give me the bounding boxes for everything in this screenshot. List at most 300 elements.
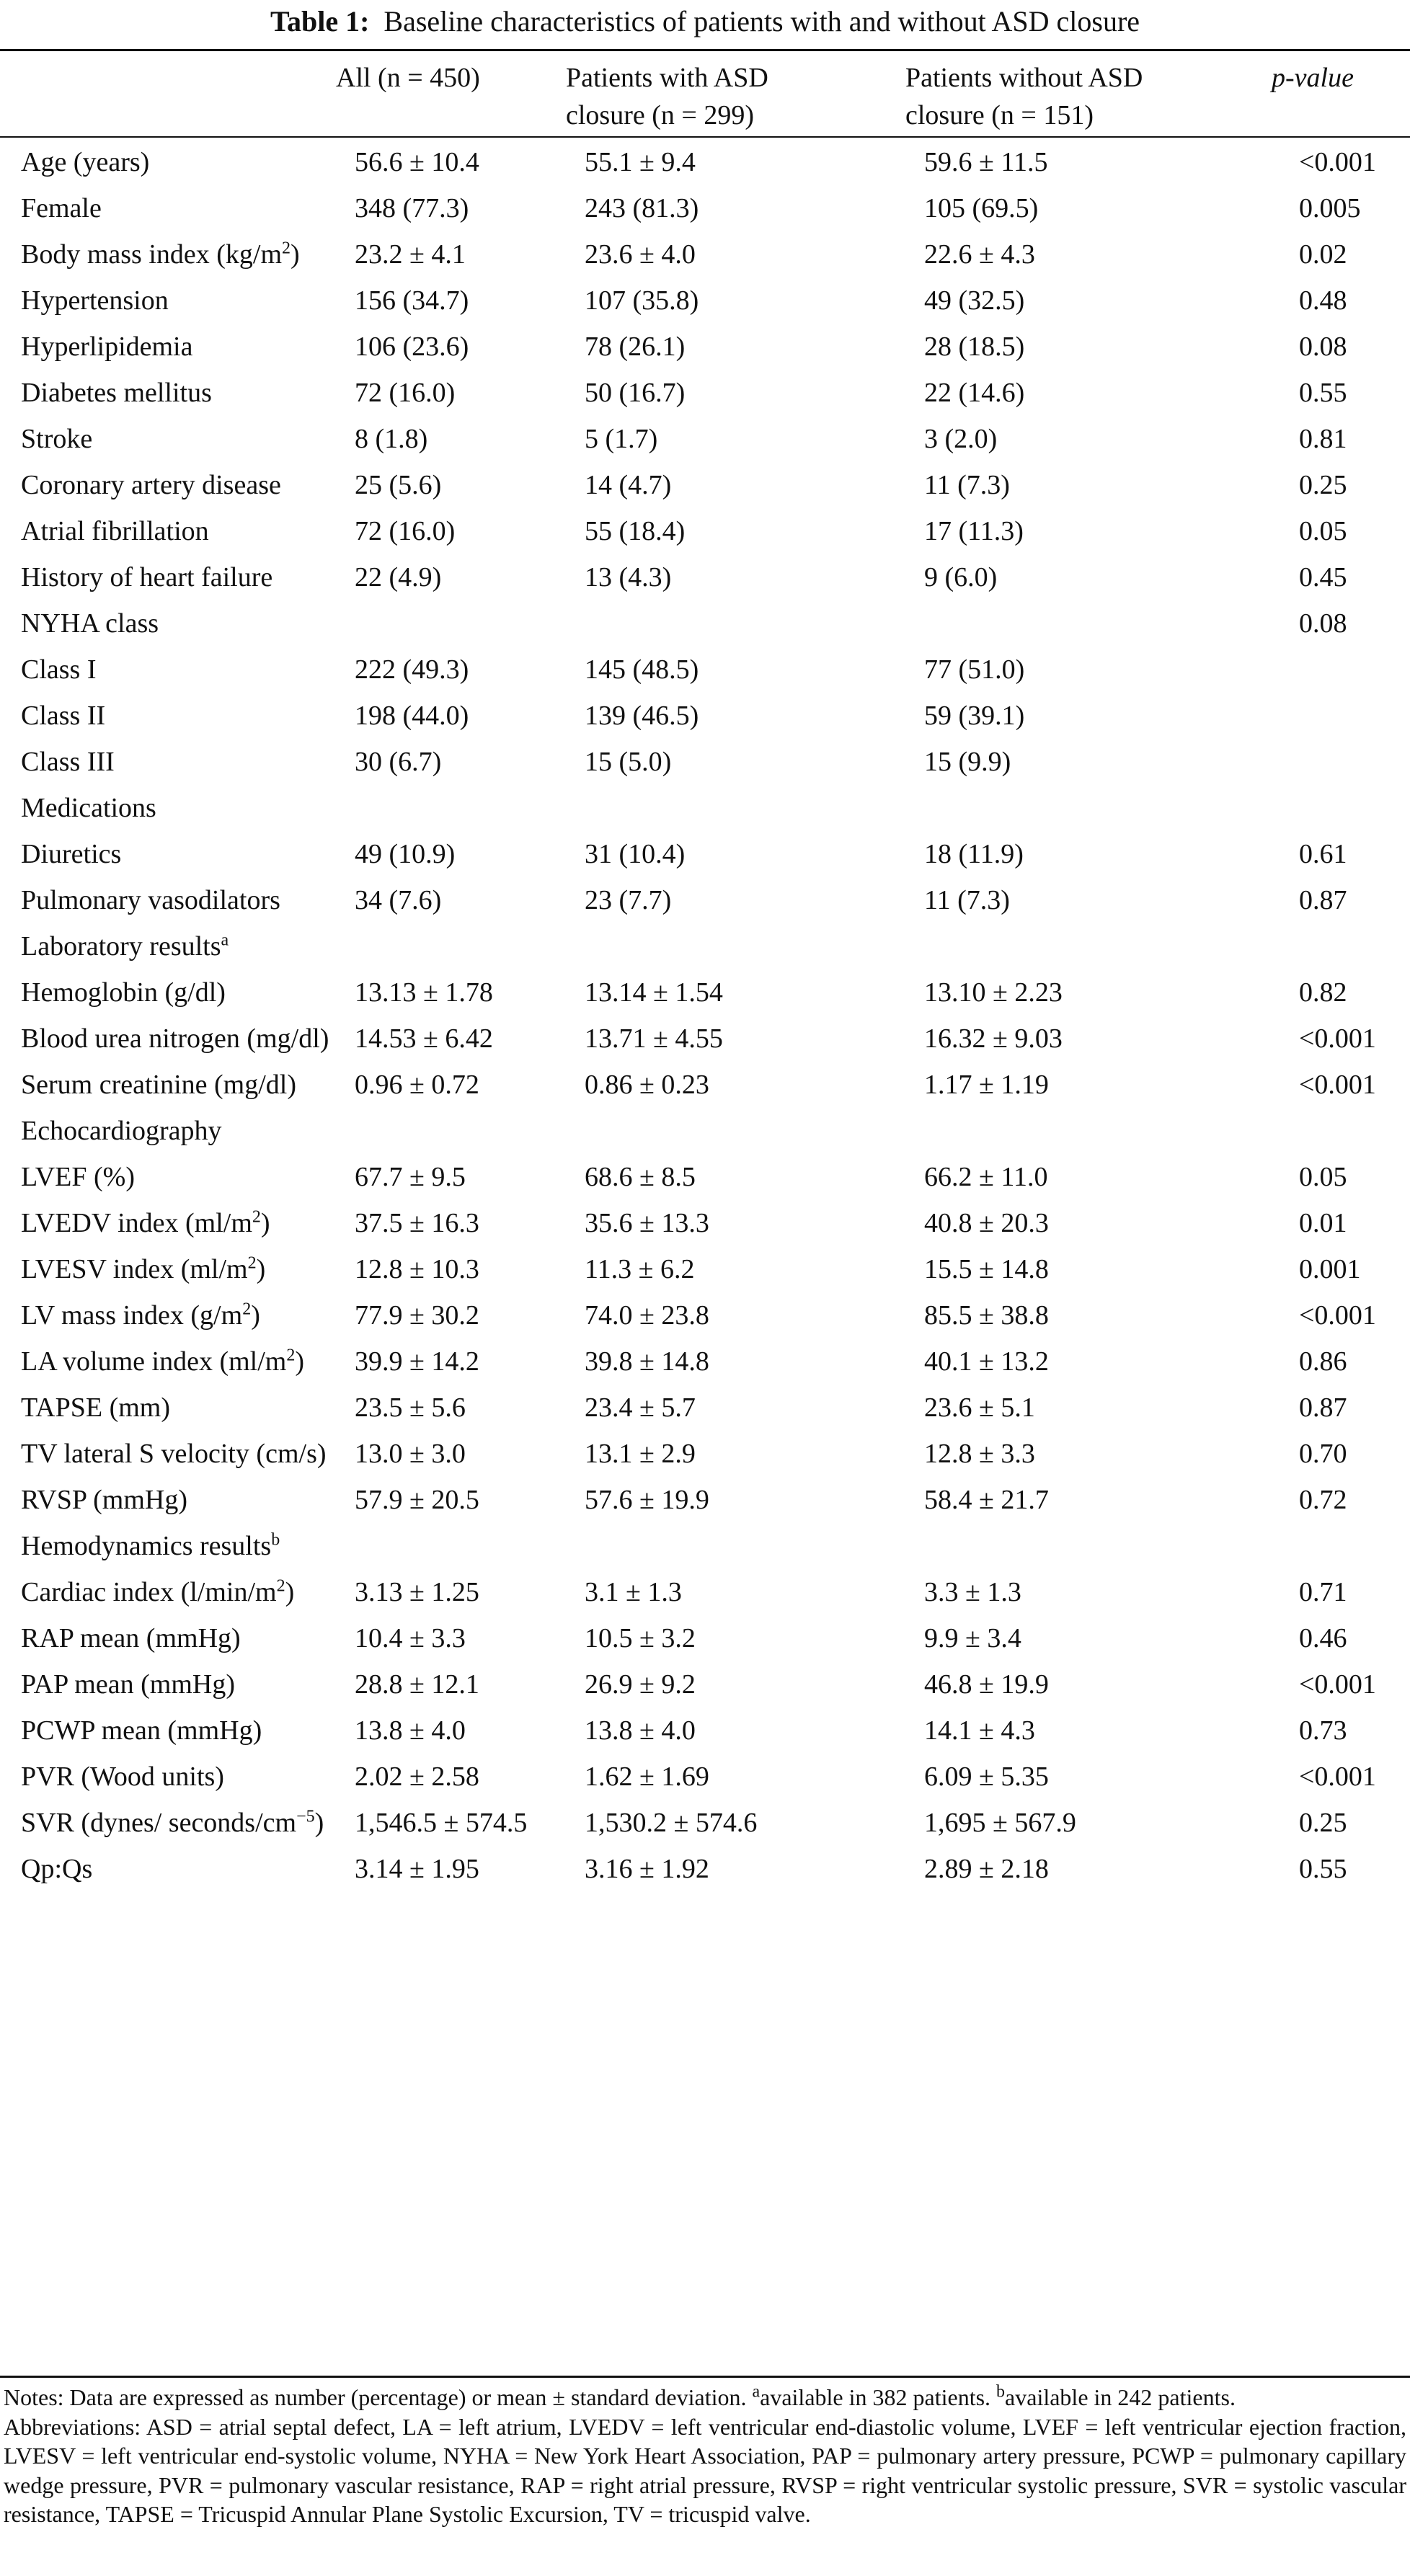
row-label bbox=[0, 1754, 336, 1800]
cell-p-value-text: 0.46 bbox=[1299, 1623, 1347, 1653]
row-label bbox=[0, 1707, 336, 1754]
row-label-text: Pulmonary vasodilators bbox=[21, 885, 280, 915]
cell-with-closure-text: 13.1 ± 2.9 bbox=[585, 1439, 696, 1469]
row-label-superscript: 2 bbox=[276, 1576, 285, 1596]
cell-p-value bbox=[1279, 508, 1410, 554]
cell-p-value bbox=[1279, 1200, 1410, 1246]
cell-p-value bbox=[1279, 554, 1410, 600]
cell-with-closure bbox=[563, 416, 904, 462]
cell-without-closure-text: 6.09 ± 5.35 bbox=[924, 1762, 1049, 1792]
row-label bbox=[0, 923, 336, 969]
row-label-text: Age (years) bbox=[21, 147, 150, 177]
cell-all bbox=[336, 600, 563, 647]
cell-all-text: 23.2 ± 4.1 bbox=[355, 239, 466, 270]
row-label-superscript: −5 bbox=[296, 1807, 315, 1826]
row-label bbox=[0, 1062, 336, 1108]
cell-p-value-text: 0.55 bbox=[1299, 1854, 1347, 1884]
cell-all bbox=[336, 1292, 563, 1338]
cell-without-closure bbox=[904, 324, 1279, 370]
notes-abbreviations: Abbreviations: ASD = atrial septal defect, LA = left atrium, LVEDV = left ventricular end-diastolic volume, LVEF = left ventricular ejection fraction, LVESV = left ventricular end-systolic volume, NYHA = New York Heart Association, PAP = pulmonary artery pressure, PCWP = pulmonary capillary wedge pressure, PVR = pulmonary vascular resistance, RAP = right atrial pressure, RVSP = right ventricular systolic pressure, SVR = systolic vascular resistance, TAPSE = Tricuspid Annular Plane Systolic Excursion, TV = tricuspid valve. bbox=[4, 2413, 1406, 2527]
cell-without-closure-text: 9 (6.0) bbox=[924, 562, 998, 592]
row-label-text: Echocardiography bbox=[21, 1116, 222, 1146]
row-label-tail: ) bbox=[285, 1577, 295, 1607]
cell-with-closure bbox=[563, 231, 904, 277]
row-label-text: Atrial fibrillation bbox=[21, 516, 209, 546]
cell-all-text: 2.02 ± 2.58 bbox=[355, 1762, 479, 1792]
cell-all bbox=[336, 508, 563, 554]
row-label-text: SVR (dynes/ seconds/cm bbox=[21, 1808, 297, 1838]
cell-all bbox=[336, 370, 563, 416]
row-label-superscript: b bbox=[271, 1530, 280, 1550]
cell-all-text: 156 (34.7) bbox=[355, 285, 469, 316]
header-without-closure bbox=[905, 59, 1143, 134]
header-all bbox=[336, 59, 480, 97]
row-label bbox=[0, 1615, 336, 1661]
cell-without-closure bbox=[904, 969, 1279, 1016]
cell-without-closure bbox=[904, 554, 1279, 600]
cell-without-closure-text: 17 (11.3) bbox=[924, 516, 1024, 546]
cell-with-closure-text: 15 (5.0) bbox=[585, 747, 672, 777]
header-rule bbox=[0, 136, 1410, 138]
table-row bbox=[0, 277, 1410, 324]
notes-sup-a: a bbox=[752, 2382, 761, 2402]
row-label bbox=[0, 416, 336, 462]
cell-all-text: 72 (16.0) bbox=[355, 516, 456, 546]
cell-p-value-text: 0.71 bbox=[1299, 1577, 1347, 1607]
cell-with-closure bbox=[563, 324, 904, 370]
cell-all-text: 34 (7.6) bbox=[355, 885, 442, 915]
row-label bbox=[0, 1246, 336, 1292]
cell-without-closure bbox=[904, 693, 1279, 739]
cell-all bbox=[336, 231, 563, 277]
cell-p-value-text: 0.05 bbox=[1299, 516, 1347, 546]
row-label-text: LVESV index (ml/m bbox=[21, 1254, 248, 1284]
table-row bbox=[0, 1615, 1410, 1661]
table-row bbox=[0, 1523, 1410, 1569]
table-title-label: Table 1: bbox=[270, 5, 370, 37]
cell-p-value bbox=[1279, 1431, 1410, 1477]
row-label-text: Hemodynamics results bbox=[21, 1531, 272, 1561]
cell-with-closure-text: 50 (16.7) bbox=[585, 378, 686, 408]
header-with-line1: Patients with ASD bbox=[566, 63, 768, 93]
cell-without-closure bbox=[904, 877, 1279, 923]
table-title bbox=[0, 4, 1410, 39]
cell-without-closure-text: 15.5 ± 14.8 bbox=[924, 1254, 1049, 1284]
cell-with-closure-text: 107 (35.8) bbox=[585, 285, 699, 316]
row-label bbox=[0, 139, 336, 185]
cell-p-value bbox=[1279, 877, 1410, 923]
cell-all-text: 3.13 ± 1.25 bbox=[355, 1577, 479, 1607]
cell-with-closure-text: 39.8 ± 14.8 bbox=[585, 1346, 709, 1377]
cell-without-closure-text: 40.8 ± 20.3 bbox=[924, 1208, 1049, 1238]
cell-all-text: 37.5 ± 16.3 bbox=[355, 1208, 479, 1238]
cell-all bbox=[336, 785, 563, 831]
row-label bbox=[0, 1431, 336, 1477]
table-row bbox=[0, 1661, 1410, 1707]
cell-without-closure-text: 28 (18.5) bbox=[924, 332, 1025, 362]
row-label-text: Hyperlipidemia bbox=[21, 332, 193, 362]
cell-p-value bbox=[1279, 1292, 1410, 1338]
notes-text-3: available in 242 patients. bbox=[1005, 2384, 1236, 2410]
cell-without-closure-text: 49 (32.5) bbox=[924, 285, 1025, 316]
cell-with-closure bbox=[563, 1016, 904, 1062]
cell-without-closure bbox=[904, 508, 1279, 554]
row-label bbox=[0, 370, 336, 416]
row-label-text: PVR (Wood units) bbox=[21, 1762, 224, 1792]
cell-all-text: 25 (5.6) bbox=[355, 470, 442, 500]
cell-with-closure bbox=[563, 1108, 904, 1154]
cell-without-closure bbox=[904, 370, 1279, 416]
row-label bbox=[0, 554, 336, 600]
row-label bbox=[0, 1108, 336, 1154]
cell-with-closure bbox=[563, 1154, 904, 1200]
cell-all bbox=[336, 1523, 563, 1569]
cell-with-closure-text: 55.1 ± 9.4 bbox=[585, 147, 696, 177]
cell-all bbox=[336, 1062, 563, 1108]
cell-with-closure bbox=[563, 462, 904, 508]
cell-p-value-text: 0.001 bbox=[1299, 1254, 1361, 1284]
cell-without-closure bbox=[904, 785, 1279, 831]
cell-with-closure-text: 14 (4.7) bbox=[585, 470, 672, 500]
cell-all-text: 57.9 ± 20.5 bbox=[355, 1485, 479, 1515]
cell-without-closure-text: 9.9 ± 3.4 bbox=[924, 1623, 1021, 1653]
row-label bbox=[0, 185, 336, 231]
cell-with-closure bbox=[563, 1569, 904, 1615]
row-label-text: Medications bbox=[21, 793, 156, 823]
cell-without-closure-text: 13.10 ± 2.23 bbox=[924, 977, 1063, 1008]
cell-without-closure bbox=[904, 1707, 1279, 1754]
cell-with-closure-text: 23 (7.7) bbox=[585, 885, 672, 915]
cell-all-text: 39.9 ± 14.2 bbox=[355, 1346, 479, 1377]
row-label-text: TAPSE (mm) bbox=[21, 1393, 171, 1423]
table-row bbox=[0, 1754, 1410, 1800]
cell-with-closure bbox=[563, 554, 904, 600]
cell-all-text: 22 (4.9) bbox=[355, 562, 442, 592]
row-label-text: Cardiac index (l/min/m bbox=[21, 1577, 277, 1607]
row-label-tail: ) bbox=[251, 1300, 260, 1331]
cell-all bbox=[336, 693, 563, 739]
cell-with-closure-text: 11.3 ± 6.2 bbox=[585, 1254, 695, 1284]
table-row bbox=[0, 462, 1410, 508]
table-row bbox=[0, 1108, 1410, 1154]
row-label-superscript: 2 bbox=[252, 1207, 261, 1227]
cell-all bbox=[336, 185, 563, 231]
notes-text-1: Notes: Data are expressed as number (percentage) or mean ± standard deviation. bbox=[4, 2384, 753, 2410]
cell-without-closure-text: 85.5 ± 38.8 bbox=[924, 1300, 1049, 1331]
cell-all-text: 14.53 ± 6.42 bbox=[355, 1023, 493, 1054]
row-label-tail: ) bbox=[295, 1346, 305, 1377]
cell-with-closure-text: 139 (46.5) bbox=[585, 701, 699, 731]
cell-all-text: 8 (1.8) bbox=[355, 424, 428, 454]
notes-text-2: available in 382 patients. bbox=[760, 2384, 997, 2410]
cell-p-value bbox=[1279, 1154, 1410, 1200]
row-label-tail: ) bbox=[291, 239, 300, 270]
cell-all-text: 77.9 ± 30.2 bbox=[355, 1300, 479, 1331]
cell-p-value-text: <0.001 bbox=[1299, 1070, 1376, 1100]
cell-all bbox=[336, 969, 563, 1016]
cell-p-value-text: 0.87 bbox=[1299, 1393, 1347, 1423]
cell-with-closure-text: 68.6 ± 8.5 bbox=[585, 1162, 696, 1192]
cell-with-closure-text: 5 (1.7) bbox=[585, 424, 658, 454]
cell-without-closure bbox=[904, 416, 1279, 462]
table-row bbox=[0, 1846, 1410, 1892]
cell-all bbox=[336, 139, 563, 185]
row-label-text: Laboratory results bbox=[21, 931, 221, 961]
table-row bbox=[0, 831, 1410, 877]
cell-without-closure-text: 23.6 ± 5.1 bbox=[924, 1393, 1035, 1423]
cell-all bbox=[336, 324, 563, 370]
cell-all bbox=[336, 1846, 563, 1892]
cell-p-value-text: 0.45 bbox=[1299, 562, 1347, 592]
cell-without-closure bbox=[904, 1338, 1279, 1385]
cell-with-closure bbox=[563, 1062, 904, 1108]
cell-p-value-text: <0.001 bbox=[1299, 1300, 1376, 1331]
cell-all bbox=[336, 1108, 563, 1154]
table-body bbox=[0, 139, 1410, 1892]
cell-all bbox=[336, 1707, 563, 1754]
cell-all-text: 56.6 ± 10.4 bbox=[355, 147, 479, 177]
cell-all-text: 67.7 ± 9.5 bbox=[355, 1162, 466, 1192]
cell-with-closure bbox=[563, 1431, 904, 1477]
cell-without-closure-text: 59 (39.1) bbox=[924, 701, 1025, 731]
cell-with-closure-text: 13.71 ± 4.55 bbox=[585, 1023, 723, 1054]
row-label-text: Qp:Qs bbox=[21, 1854, 93, 1884]
cell-with-closure-text: 10.5 ± 3.2 bbox=[585, 1623, 696, 1653]
cell-with-closure bbox=[563, 785, 904, 831]
cell-all bbox=[336, 877, 563, 923]
cell-without-closure bbox=[904, 647, 1279, 693]
header-without-line2: closure (n = 151) bbox=[905, 100, 1094, 130]
cell-all bbox=[336, 1385, 563, 1431]
row-label-text: TV lateral S velocity (cm/s) bbox=[21, 1439, 327, 1469]
row-label-superscript: a bbox=[221, 931, 229, 950]
cell-p-value bbox=[1279, 1846, 1410, 1892]
cell-without-closure-text: 14.1 ± 4.3 bbox=[924, 1715, 1035, 1746]
cell-all-text: 3.14 ± 1.95 bbox=[355, 1854, 479, 1884]
cell-without-closure bbox=[904, 1615, 1279, 1661]
table-row bbox=[0, 139, 1410, 185]
cell-without-closure bbox=[904, 1154, 1279, 1200]
row-label bbox=[0, 1661, 336, 1707]
cell-all bbox=[336, 1246, 563, 1292]
cell-all-text: 348 (77.3) bbox=[355, 193, 469, 223]
table-row bbox=[0, 785, 1410, 831]
cell-without-closure bbox=[904, 831, 1279, 877]
cell-p-value-text: <0.001 bbox=[1299, 1762, 1376, 1792]
cell-without-closure bbox=[904, 277, 1279, 324]
cell-without-closure-text: 2.89 ± 2.18 bbox=[924, 1854, 1049, 1884]
cell-all bbox=[336, 1615, 563, 1661]
cell-without-closure-text: 46.8 ± 19.9 bbox=[924, 1669, 1049, 1700]
cell-all bbox=[336, 416, 563, 462]
cell-p-value-text: 0.25 bbox=[1299, 470, 1347, 500]
row-label-text: PCWP mean (mmHg) bbox=[21, 1715, 262, 1746]
cell-with-closure bbox=[563, 1615, 904, 1661]
cell-without-closure bbox=[904, 1477, 1279, 1523]
cell-p-value-text: 0.72 bbox=[1299, 1485, 1347, 1515]
cell-p-value bbox=[1279, 1338, 1410, 1385]
cell-all-text: 10.4 ± 3.3 bbox=[355, 1623, 466, 1653]
cell-with-closure-text: 26.9 ± 9.2 bbox=[585, 1669, 696, 1700]
row-label-text: Stroke bbox=[21, 424, 93, 454]
cell-with-closure-text: 1,530.2 ± 574.6 bbox=[585, 1808, 758, 1838]
row-label-text: LA volume index (ml/m bbox=[21, 1346, 287, 1377]
cell-with-closure bbox=[563, 139, 904, 185]
cell-without-closure-text: 3.3 ± 1.3 bbox=[924, 1577, 1021, 1607]
cell-p-value bbox=[1279, 1569, 1410, 1615]
table-row bbox=[0, 739, 1410, 785]
cell-without-closure bbox=[904, 1523, 1279, 1569]
cell-without-closure bbox=[904, 1661, 1279, 1707]
cell-with-closure-text: 74.0 ± 23.8 bbox=[585, 1300, 709, 1331]
cell-all bbox=[336, 923, 563, 969]
cell-with-closure bbox=[563, 1800, 904, 1846]
cell-with-closure bbox=[563, 370, 904, 416]
cell-without-closure-text: 59.6 ± 11.5 bbox=[924, 147, 1048, 177]
cell-all bbox=[336, 1754, 563, 1800]
cell-with-closure bbox=[563, 877, 904, 923]
table-notes bbox=[4, 2383, 1406, 2529]
cell-without-closure bbox=[904, 185, 1279, 231]
row-label bbox=[0, 969, 336, 1016]
table-row bbox=[0, 693, 1410, 739]
top-rule bbox=[0, 49, 1410, 51]
row-label bbox=[0, 831, 336, 877]
cell-with-closure bbox=[563, 1385, 904, 1431]
cell-with-closure bbox=[563, 1246, 904, 1292]
table-row bbox=[0, 1154, 1410, 1200]
cell-without-closure-text: 16.32 ± 9.03 bbox=[924, 1023, 1063, 1054]
cell-with-closure-text: 57.6 ± 19.9 bbox=[585, 1485, 709, 1515]
table-row bbox=[0, 1338, 1410, 1385]
table-row bbox=[0, 1292, 1410, 1338]
cell-p-value-text: 0.01 bbox=[1299, 1208, 1347, 1238]
table-row bbox=[0, 370, 1410, 416]
cell-p-value bbox=[1279, 416, 1410, 462]
row-label bbox=[0, 647, 336, 693]
cell-p-value bbox=[1279, 1016, 1410, 1062]
row-label bbox=[0, 1569, 336, 1615]
table-row bbox=[0, 1385, 1410, 1431]
cell-p-value bbox=[1279, 1385, 1410, 1431]
row-label-text: Class I bbox=[21, 654, 97, 685]
baseline-characteristics-table bbox=[0, 139, 1410, 1892]
row-label-text: PAP mean (mmHg) bbox=[21, 1669, 235, 1700]
cell-without-closure bbox=[904, 1062, 1279, 1108]
cell-p-value bbox=[1279, 139, 1410, 185]
cell-without-closure-text: 22 (14.6) bbox=[924, 378, 1025, 408]
cell-p-value bbox=[1279, 324, 1410, 370]
row-label-text: Diuretics bbox=[21, 839, 122, 869]
header-p-value bbox=[1272, 59, 1354, 97]
row-label-text: Class II bbox=[21, 701, 106, 731]
cell-all-text: 28.8 ± 12.1 bbox=[355, 1669, 479, 1700]
cell-without-closure bbox=[904, 1846, 1279, 1892]
cell-all bbox=[336, 647, 563, 693]
cell-all-text: 198 (44.0) bbox=[355, 701, 469, 731]
cell-with-closure bbox=[563, 1661, 904, 1707]
row-label bbox=[0, 1846, 336, 1892]
cell-p-value bbox=[1279, 1754, 1410, 1800]
row-label-text: Coronary artery disease bbox=[21, 470, 281, 500]
cell-all bbox=[336, 462, 563, 508]
row-label bbox=[0, 739, 336, 785]
cell-with-closure-text: 31 (10.4) bbox=[585, 839, 686, 869]
cell-without-closure bbox=[904, 231, 1279, 277]
row-label bbox=[0, 1292, 336, 1338]
cell-with-closure-text: 1.62 ± 1.69 bbox=[585, 1762, 709, 1792]
cell-p-value-text: 0.08 bbox=[1299, 608, 1347, 639]
cell-with-closure bbox=[563, 600, 904, 647]
table-row bbox=[0, 647, 1410, 693]
table-row bbox=[0, 1062, 1410, 1108]
cell-p-value-text: 0.005 bbox=[1299, 193, 1361, 223]
row-label-superscript: 2 bbox=[286, 1346, 296, 1365]
cell-without-closure-text: 18 (11.9) bbox=[924, 839, 1024, 869]
cell-with-closure-text: 243 (81.3) bbox=[585, 193, 699, 223]
cell-with-closure bbox=[563, 1707, 904, 1754]
row-label bbox=[0, 231, 336, 277]
cell-without-closure-text: 66.2 ± 11.0 bbox=[924, 1162, 1048, 1192]
cell-p-value-text: 0.81 bbox=[1299, 424, 1347, 454]
row-label bbox=[0, 1200, 336, 1246]
cell-with-closure bbox=[563, 277, 904, 324]
cell-all bbox=[336, 1016, 563, 1062]
cell-with-closure-text: 13.8 ± 4.0 bbox=[585, 1715, 696, 1746]
cell-p-value bbox=[1279, 693, 1410, 739]
cell-without-closure bbox=[904, 1292, 1279, 1338]
cell-without-closure bbox=[904, 1754, 1279, 1800]
table-row bbox=[0, 231, 1410, 277]
cell-p-value bbox=[1279, 969, 1410, 1016]
cell-all-text: 222 (49.3) bbox=[355, 654, 469, 685]
cell-without-closure-text: 77 (51.0) bbox=[924, 654, 1025, 685]
cell-p-value bbox=[1279, 1523, 1410, 1569]
cell-with-closure bbox=[563, 508, 904, 554]
cell-all bbox=[336, 1338, 563, 1385]
cell-with-closure-text: 13.14 ± 1.54 bbox=[585, 977, 723, 1008]
cell-without-closure bbox=[904, 462, 1279, 508]
row-label bbox=[0, 1477, 336, 1523]
cell-all bbox=[336, 277, 563, 324]
cell-all-text: 106 (23.6) bbox=[355, 332, 469, 362]
row-label bbox=[0, 508, 336, 554]
row-label-text: Hypertension bbox=[21, 285, 169, 316]
cell-all bbox=[336, 739, 563, 785]
cell-with-closure-text: 0.86 ± 0.23 bbox=[585, 1070, 709, 1100]
cell-p-value bbox=[1279, 1707, 1410, 1754]
cell-without-closure bbox=[904, 600, 1279, 647]
cell-with-closure bbox=[563, 1754, 904, 1800]
cell-p-value bbox=[1279, 1108, 1410, 1154]
cell-without-closure bbox=[904, 139, 1279, 185]
row-label-superscript: 2 bbox=[282, 239, 291, 258]
table-title-text: Baseline characteristics of patients with and without ASD closure bbox=[383, 5, 1140, 37]
cell-without-closure bbox=[904, 1385, 1279, 1431]
cell-p-value-text: 0.82 bbox=[1299, 977, 1347, 1008]
table-row bbox=[0, 600, 1410, 647]
table-row bbox=[0, 1431, 1410, 1477]
table-row bbox=[0, 554, 1410, 600]
cell-without-closure bbox=[904, 1800, 1279, 1846]
cell-with-closure-text: 3.16 ± 1.92 bbox=[585, 1854, 709, 1884]
cell-with-closure bbox=[563, 1200, 904, 1246]
cell-with-closure bbox=[563, 185, 904, 231]
row-label-text: NYHA class bbox=[21, 608, 159, 639]
cell-p-value bbox=[1279, 1246, 1410, 1292]
table-row bbox=[0, 1246, 1410, 1292]
cell-all-text: 13.13 ± 1.78 bbox=[355, 977, 493, 1008]
